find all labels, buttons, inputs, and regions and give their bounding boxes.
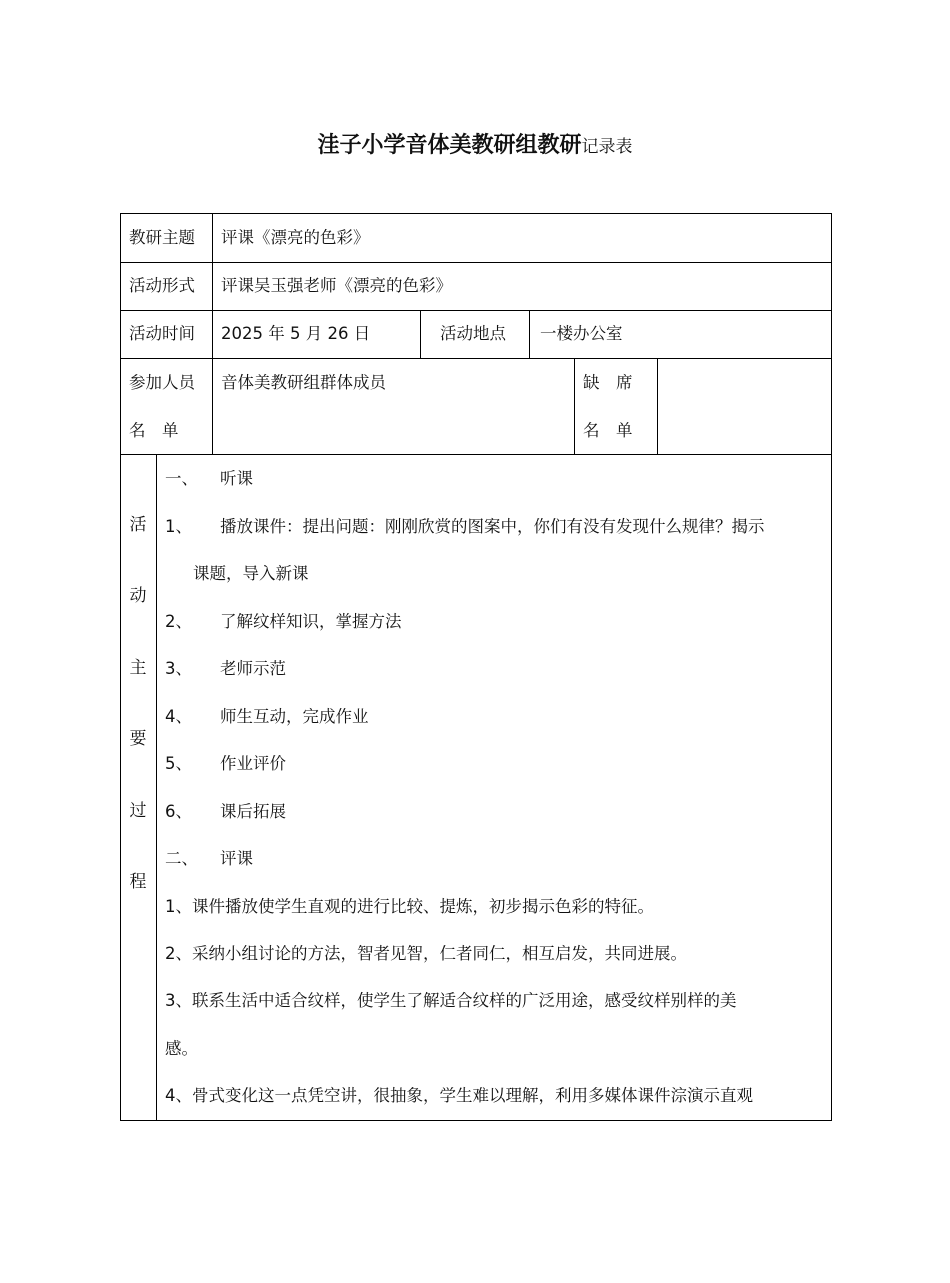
row-divider <box>120 310 832 311</box>
place-value-divider <box>529 310 530 358</box>
process-line-text: 作业评价 <box>220 754 286 773</box>
process-label-char: 程 <box>129 872 147 892</box>
process-line-text: 老师示范 <box>220 659 286 678</box>
process-line-number: 6、 <box>165 802 192 821</box>
absent-label-line1: 缺 席 <box>583 373 633 392</box>
process-line-text: 播放课件：提出问题：刚刚欣赏的图案中，你们有没有发现什么规律？揭示 <box>220 517 765 536</box>
process-line-number: 一、 <box>165 469 198 488</box>
table-border-right <box>831 213 832 1121</box>
document-title <box>0 128 950 159</box>
process-line-text: 1、课件播放使学生直观的进行比较、提炼，初步揭示色彩的特征。 <box>165 897 654 916</box>
absent-label-line2: 名 单 <box>583 421 633 440</box>
time-place-divider <box>420 310 421 358</box>
process-line-text: 2、采纳小组讨论的方法，智者见智，仁者同仁，相互启发，共同进展。 <box>165 944 687 963</box>
form-label: 活动形式 <box>129 276 195 295</box>
place-label: 活动地点 <box>440 324 506 343</box>
time-value: 2025 年 5 月 26 日 <box>221 324 371 343</box>
process-line-text: 评课 <box>220 849 253 868</box>
title-suffix: 记录表 <box>581 137 633 157</box>
place-value: 一楼办公室 <box>540 324 623 343</box>
process-line-number: 1、 <box>165 517 192 536</box>
participants-label-line2: 名 单 <box>129 421 179 440</box>
process-line-text: 师生互动，完成作业 <box>220 707 369 726</box>
participants-value: 音体美教研组群体成员 <box>221 373 386 392</box>
process-label-char: 要 <box>129 729 147 749</box>
participants-label-line1: 参加人员 <box>129 373 195 392</box>
process-line-number: 2、 <box>165 612 192 631</box>
process-line-text: 4、骨式变化这一点凭空讲，很抽象，学生难以理解，利用多媒体课件淙演示直观 <box>165 1086 753 1105</box>
record-table <box>120 213 832 1121</box>
process-line-text: 课题，导入新课 <box>193 564 309 583</box>
process-label-char: 过 <box>129 801 147 821</box>
process-line-number: 5、 <box>165 754 192 773</box>
table-border-top <box>120 213 832 214</box>
process-line-number: 4、 <box>165 707 192 726</box>
process-line-text: 课后拓展 <box>220 802 286 821</box>
topic-label: 教研主题 <box>129 228 195 247</box>
form-value: 评课吴玉强老师《漂亮的色彩》 <box>221 276 452 295</box>
absent-divider <box>574 358 575 454</box>
time-label: 活动时间 <box>129 324 195 343</box>
process-line-text: 3、联系生活中适合纹样，使学生了解适合纹样的广泛用途，感受纹样别样的美 <box>165 991 737 1010</box>
process-label-divider <box>156 454 157 1121</box>
title-main: 洼子小学音体美教研组教研 <box>317 133 582 158</box>
row-divider <box>120 262 832 263</box>
absent-value-divider <box>657 358 658 454</box>
topic-value: 评课《漂亮的色彩》 <box>221 228 370 247</box>
process-line-text: 听课 <box>220 469 253 488</box>
process-line-number: 二、 <box>165 849 198 868</box>
label-column-divider <box>212 213 213 454</box>
process-label-char: 活 <box>129 515 147 535</box>
process-line-number: 3、 <box>165 659 192 678</box>
process-label-char: 主 <box>129 658 147 678</box>
row-divider <box>120 358 832 359</box>
process-line-text: 感。 <box>165 1039 198 1058</box>
row-divider <box>120 454 832 455</box>
table-border-bottom <box>120 1120 832 1121</box>
process-line-text: 了解纹样知识，掌握方法 <box>220 612 402 631</box>
process-label-char: 动 <box>129 586 147 606</box>
